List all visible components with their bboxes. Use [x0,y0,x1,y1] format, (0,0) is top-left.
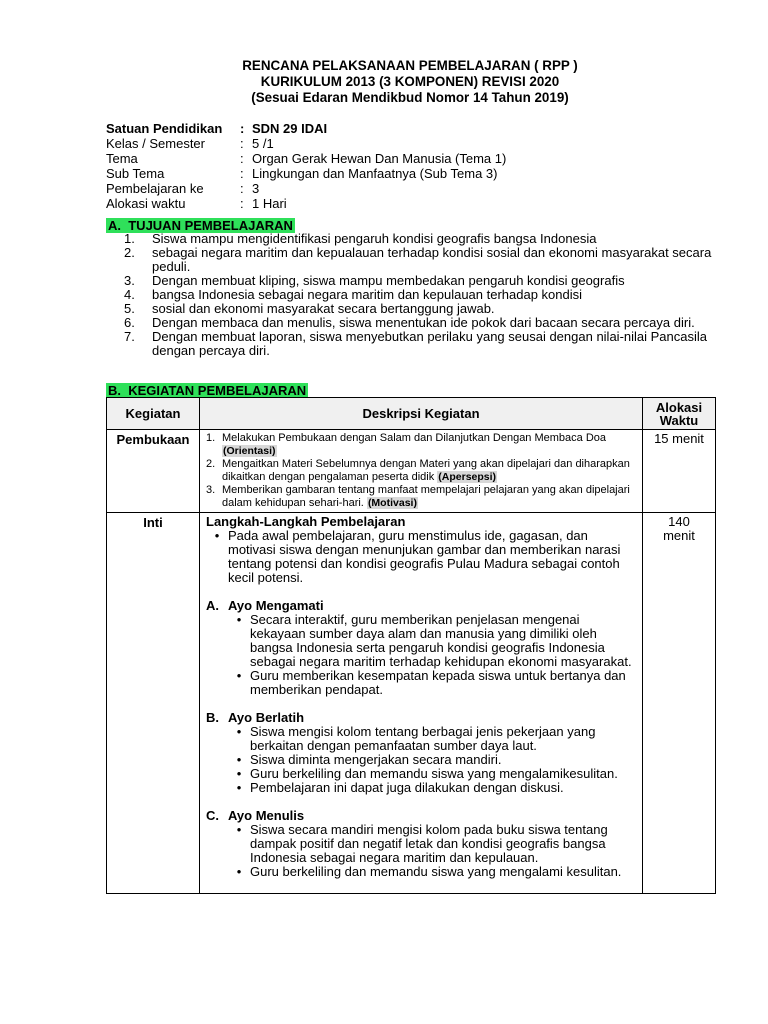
list-item: 3. Memberikan gambaran tentang manfaat mempelajari pelajaran yang akan dipelajari dalam kehidupan sehari-hari. (Motivasi) [206,484,630,509]
header-reference: (Sesuai Edaran Mendikbud Nomor 14 Tahun 2019) [251,90,569,105]
phase-badge: (Motivasi) [367,497,417,509]
list-item: 5. sosial dan ekonomi masyarakat secara bertanggung jawab. [124,301,495,316]
list-item: • Siswa diminta mengerjakan secara mandiri. [236,752,502,767]
identity-value: Lingkungan dan Manfaatnya (Sub Tema 3) [252,166,498,181]
activity-label: Inti [143,515,163,530]
list-item: 6. Dengan membaca dan menulis, siswa menentukan ide pokok dari bacaan secara percaya diri. [124,315,695,330]
phase-badge: (Apersepsi) [438,471,497,483]
list-item: • Pada awal pembelajaran, guru menstimulus ide, gagasan, dan motivasi siswa dengan menunjukan gambar dan memberikan narasi tentang potensi dan kondisi geografis Pulau Madura sebagai contoh kecil potensi. [214,528,621,585]
section-a-heading: A. TUJUAN PEMBELAJARAN [108,218,293,233]
identity-row: Satuan Pendidikan : SDN 29 IDAI [106,121,328,136]
identity-value: 5 /1 [252,136,274,151]
list-item: 1. Melakukan Pembukaan dengan Salam dan Dilanjutkan Dengan Membaca Doa (Orientasi) [206,432,607,457]
objectives-list [124,232,714,358]
list-item: 3. Dengan membuat kliping, siswa mampu membedakan pengaruh kondisi geografis [124,273,625,288]
list-item: • Siswa mengisi kolom tentang berbagai jenis pekerjaan yang berkaitan dengan pemanfaatan sumber daya laut. [236,724,596,753]
core-activities [200,513,642,893]
list-item: • Guru berkeliling dan memandu siswa yang mengalamikesulitan. [236,766,618,781]
subsection-ayo-menulis: C. Ayo Menulis • Siswa secara mandiri mengisi kolom pada buku siswa tentang dampak positif dan negatif letak dan kondisi geografis bangsa Indonesia sebagai negara maritim dan kepulauan. • Guru berkeliling dan memandu siswa yang mengalami kesulitan. [206,809,638,879]
column-header: Deskripsi Kegiatan [200,398,643,430]
list-item: 7. Dengan membuat laporan, siswa menyebutkan perilaku yang seusai dengan nilai-nilai Pancasila dengan percaya diri. [124,329,708,358]
identity-row: Pembelajaran ke : 3 [106,181,260,196]
identity-row: Sub Tema : Lingkungan dan Manfaatnya (Sub Tema 3) [106,166,498,181]
identity-value: 1 Hari [252,196,287,211]
column-header: Alokasi Waktu [643,398,716,430]
list-item: • Pembelajaran ini dapat juga dilakukan dengan diskusi. [236,780,564,795]
identity-value: 3 [252,181,260,196]
time-allocation: 140 menit [663,514,695,543]
section-b-heading: B. KEGIATAN PEMBELAJARAN [108,383,307,398]
list-item: 4. bangsa Indonesia sebagai negara maritim dan kepulauan terhadap kondisi [124,287,583,302]
list-item: • Guru memberikan kesempatan kepada siswa untuk bertanya dan memberikan pendapat. [236,668,626,697]
identity-label: Tema [106,151,138,166]
list-item: 2. Mengaitkan Materi Sebelumnya dengan Materi yang akan dipelajari dan diharapkan dikaitkan dengan pengalaman peserta didik (Apersepsi) [206,458,630,483]
table-header-row [107,398,716,430]
document-header [0,58,768,106]
table-row [107,430,716,513]
subsection-ayo-mengamati: A. Ayo Mengamati • Secara interaktif, guru memberikan penjelasan mengenai kekayaan sumber daya alam dan manusia yang dimiliki oleh bangsa Indonesia serta pengaruh kondisi geografis Indonesia sebagai negara maritim terhadap kehidupan ekonomi masyarakat. • Guru memberikan kesempatan kepada siswa untuk bertanya dan memberikan pendapat. [206,599,638,697]
activities-table [106,397,716,894]
identity-value: Organ Gerak Hewan Dan Manusia (Tema 1) [252,151,507,166]
list-item: • Siswa secara mandiri mengisi kolom pada buku siswa tentang dampak positif dan negatif letak dan kondisi geografis bangsa Indonesia sebagai negara maritim dan kepulauan. [236,822,608,865]
identity-label: Pembelajaran ke [106,181,204,196]
list-item: • Secara interaktif, guru memberikan penjelasan mengenai kekayaan sumber daya alam dan manusia yang dimiliki oleh bangsa Indonesia serta pengaruh kondisi geografis Indonesia sebagai negara maritim terhadap kehidupan ekonomi masyarakat. [236,612,632,669]
identity-row: Kelas / Semester : 5 /1 [106,136,274,151]
identity-label: Kelas / Semester [106,136,205,151]
subsection-ayo-berlatih: B. Ayo Berlatih • Siswa mengisi kolom tentang berbagai jenis pekerjaan yang berkaitan dengan pemanfaatan sumber daya laut. • Siswa diminta mengerjakan secara mandiri. • Guru berkeliling dan memandu siswa yang mengalamikesulitan. • Pembelajaran ini dapat juga dilakukan dengan diskusi. [206,711,638,795]
list-item: • Guru berkeliling dan memandu siswa yang mengalami kesulitan. [236,864,622,879]
header-title: RENCANA PELAKSANAAN PEMBELAJARAN ( RPP ) [242,58,578,73]
identity-label: Satuan Pendidikan [106,121,223,136]
opening-list [200,430,642,512]
identity-label: Sub Tema [106,166,165,181]
phase-badge: (Orientasi) [223,445,276,457]
identity-value: SDN 29 IDAI [252,121,328,136]
identity-row: Alokasi waktu : 1 Hari [106,196,287,211]
identity-row: Tema : Organ Gerak Hewan Dan Manusia (Tema 1) [106,151,507,166]
header-curriculum: KURIKULUM 2013 (3 KOMPONEN) REVISI 2020 [260,74,560,89]
activity-label: Pembukaan [116,432,190,447]
list-item: 1. Siswa mampu mengidentifikasi pengaruh kondisi geografis bangsa Indonesia [124,231,597,246]
steps-title: Langkah-Langkah Pembelajaran [206,514,406,529]
time-allocation: 15 menit [654,431,704,446]
column-header: Kegiatan [107,398,200,430]
identity-block [106,121,506,211]
table-row [107,513,716,894]
identity-label: Alokasi waktu [106,196,186,211]
list-item: 2. sebagai negara maritim dan kepualauan terhadap kondisi sosial dan ekonomi masyarakat secara peduli. [124,245,712,274]
